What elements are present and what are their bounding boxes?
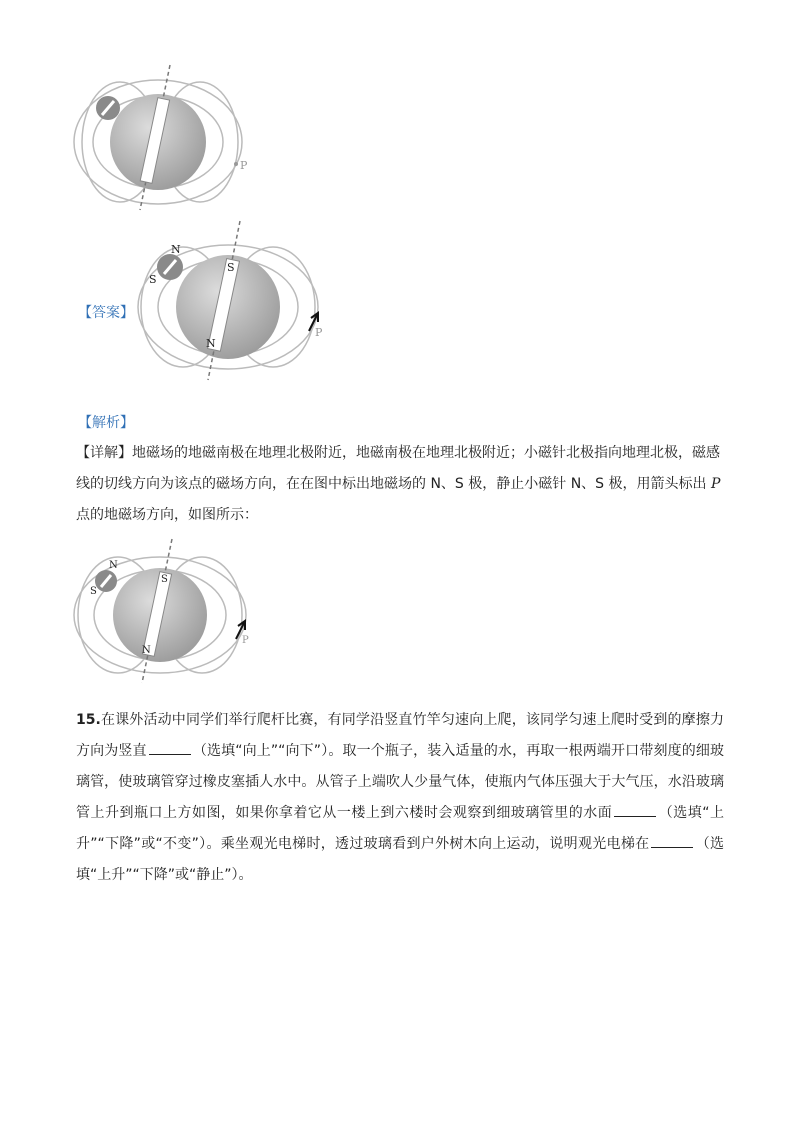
needle-n-label: N	[109, 560, 118, 571]
detail-line-1	[76, 438, 724, 469]
detail-line-2	[76, 469, 724, 500]
p-label: P	[242, 635, 249, 646]
globe-s-label: S	[161, 574, 168, 585]
globe-n-label: N	[142, 645, 151, 656]
detail-text-1: 地磁场的地磁南极在地理北极附近，地磁南极在地理北极附近；小磁针北极指向地理北极，磁感	[132, 445, 720, 461]
analysis-tag: 【解析】	[78, 415, 134, 431]
globe-s-label: S	[227, 261, 235, 274]
earth-magnetic-field-figure-1	[70, 60, 260, 220]
detail-text-2: 线的切线方向为该点的磁场方向，在在图中标出地磁场的 N、S 极，静止小磁针 N、S 极，用箭头标出	[76, 476, 707, 492]
answer-blank-1[interactable]	[149, 740, 191, 755]
q15-text-3: （选填“上升”“下降”或“不变”）。乘坐观光电梯时，透过玻璃看到户外树木向上运动，说明观光电梯在	[76, 805, 724, 852]
earth-magnetic-field-figure-2	[128, 215, 338, 385]
question-15	[76, 705, 724, 891]
needle-s-label: S	[90, 586, 97, 597]
needle-n-label: N	[171, 243, 181, 256]
detail-text-3: 点的地磁场方向，如图所示：	[76, 507, 258, 523]
question-number: 15.	[76, 712, 101, 728]
q15-text-2: （选填“向上”“向下”）。取一个瓶子，装入适量的水，再取一根两端开口带刻度的细玻璃管，使玻璃管穿过橡皮塞插人水中。从管子上端吹人少量气体，使瓶内气体压强大于大气压，水沿玻璃管上升到瓶口上方如图，如果你拿着它从一楼上到六楼时会观察到细玻璃管里的水面	[76, 743, 725, 821]
answer-blank-3[interactable]	[651, 833, 693, 848]
detail-tag: 【详解】	[76, 445, 132, 461]
detail-paragraph	[76, 438, 724, 531]
p-label: P	[315, 326, 323, 339]
answer-blank-2[interactable]	[614, 802, 656, 817]
answer-tag: 【答案】	[78, 305, 134, 321]
globe-n-label: N	[206, 337, 216, 350]
p-letter: P	[710, 476, 721, 492]
q15-text-1: 在课外活动中同学们举行爬杆比赛，有同学沿竖直竹竿匀速向上爬，该同学匀速上爬时受到的摩擦力方向为竖直	[76, 712, 724, 759]
earth-magnetic-field-figure-3	[70, 537, 260, 687]
q15-text-4: （选填“上升”“下降”或“静止”）。	[76, 836, 725, 883]
detail-line-3	[76, 500, 724, 531]
needle-s-label: S	[149, 273, 157, 286]
p-label: P	[240, 159, 248, 172]
